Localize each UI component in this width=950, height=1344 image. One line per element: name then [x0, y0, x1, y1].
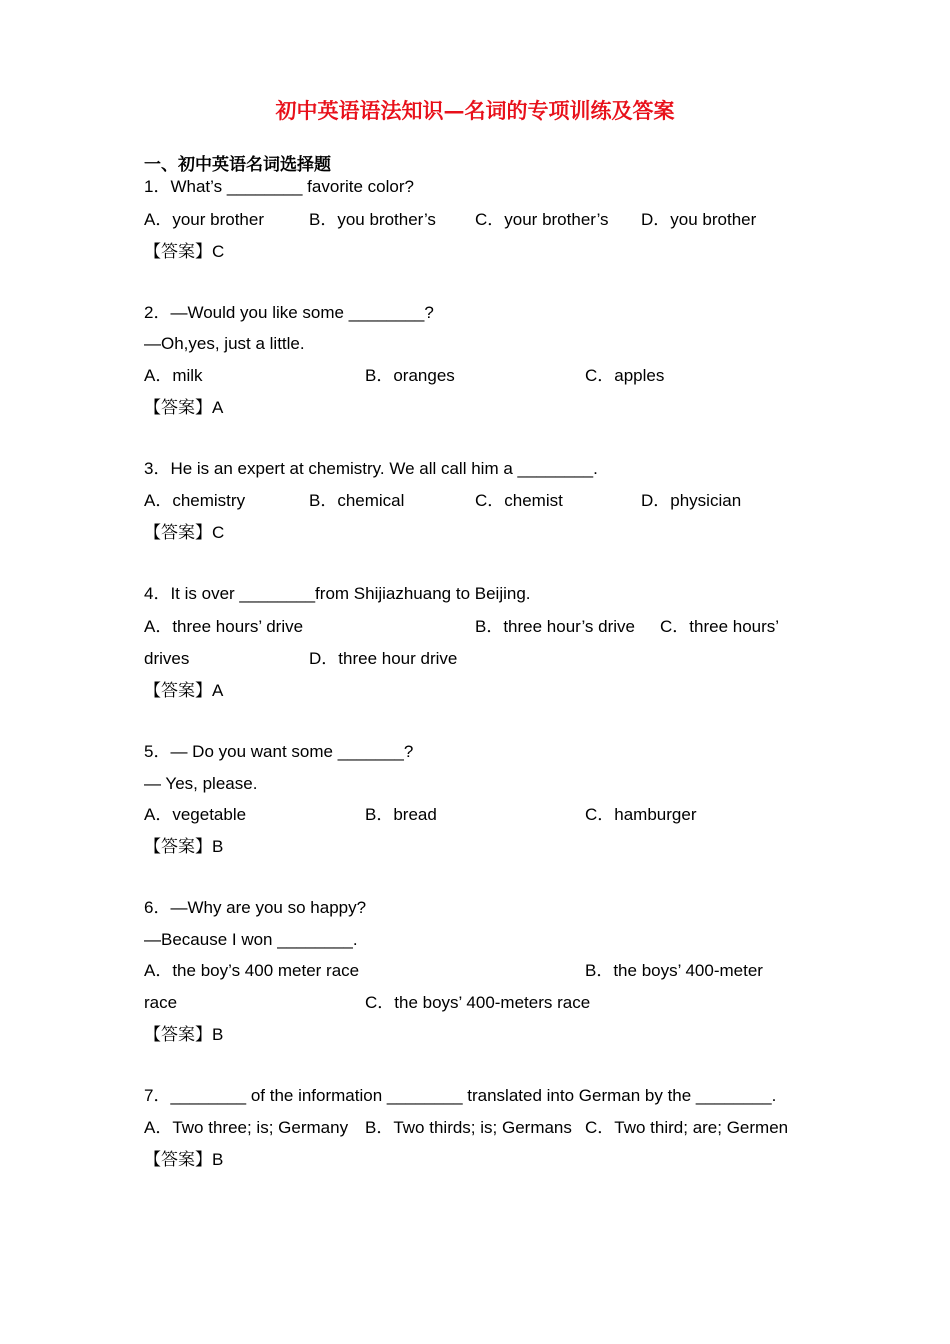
question-4-answer: 【答案】A — [144, 681, 224, 700]
question-7-stem: 7．________ of the information ________ translated into German by the ________. — [144, 1086, 777, 1105]
question-6-option-a: A．the boy’s 400 meter race — [144, 961, 360, 980]
question-4-option-c-continued: drives — [144, 649, 190, 668]
question-4-stem: 4．It is over ________from Shijiazhuang to Beijing. — [144, 584, 531, 603]
question-2-option-a: A．milk — [144, 366, 203, 385]
question-3-option-b: B．chemical — [309, 491, 405, 510]
question-1-option-a: A．your brother — [144, 210, 264, 229]
question-5-stem: 5．— Do you want some _______? — [144, 742, 414, 761]
question-4-option-b: B．three hour’s drive — [475, 617, 636, 636]
question-7-option-c: C．Two third; are; Germen — [585, 1118, 789, 1137]
question-6-option-b-continued: race — [144, 993, 178, 1012]
question-2-option-b: B．oranges — [365, 366, 455, 385]
question-1-option-d: D．you brother — [641, 210, 757, 229]
question-4-option-c: C．three hours’ — [660, 617, 780, 636]
question-6-option-c: C．the boys’ 400-meters race — [365, 993, 591, 1012]
question-6-answer: 【答案】B — [144, 1025, 224, 1044]
question-6-reply: —Because I won ________. — [144, 930, 358, 949]
question-3-option-a: A．chemistry — [144, 491, 246, 510]
question-7-option-b: B．Two thirds; is; Germans — [365, 1118, 572, 1137]
question-1-option-c: C．your brother’s — [475, 210, 609, 229]
question-5-option-b: B．bread — [365, 805, 437, 824]
question-2-answer: 【答案】A — [144, 398, 224, 417]
question-6-option-b: B．the boys’ 400-meter — [585, 961, 763, 980]
question-3-answer: 【答案】C — [144, 523, 225, 542]
question-2-stem: 2．—Would you like some ________? — [144, 303, 434, 322]
question-2-reply: —Oh,yes, just a little. — [144, 334, 305, 353]
section-heading: 一、初中英语名词选择题 — [144, 155, 331, 175]
question-3-option-d: D．physician — [641, 491, 742, 510]
question-1-stem: 1．What’s ________ favorite color? — [144, 177, 414, 196]
question-7-option-a: A．Two three; is; Germany — [144, 1118, 349, 1137]
question-1-option-b: B．you brother’s — [309, 210, 436, 229]
question-3-option-c: C．chemist — [475, 491, 563, 510]
question-4-option-d: D．three hour drive — [309, 649, 458, 668]
question-5-reply: — Yes, please. — [144, 774, 258, 793]
question-1-answer: 【答案】C — [144, 242, 225, 261]
question-7-answer: 【答案】B — [144, 1150, 224, 1169]
question-5-answer: 【答案】B — [144, 837, 224, 856]
question-2-option-c: C．apples — [585, 366, 665, 385]
question-6-stem: 6．—Why are you so happy? — [144, 898, 367, 917]
document-title: 初中英语语法知识—名词的专项训练及答案 — [275, 98, 675, 123]
question-5-option-c: C．hamburger — [585, 805, 697, 824]
question-4-option-a: A．three hours’ drive — [144, 617, 304, 636]
question-3-stem: 3．He is an expert at chemistry. We all call him a ________. — [144, 459, 598, 478]
question-5-option-a: A．vegetable — [144, 805, 247, 824]
